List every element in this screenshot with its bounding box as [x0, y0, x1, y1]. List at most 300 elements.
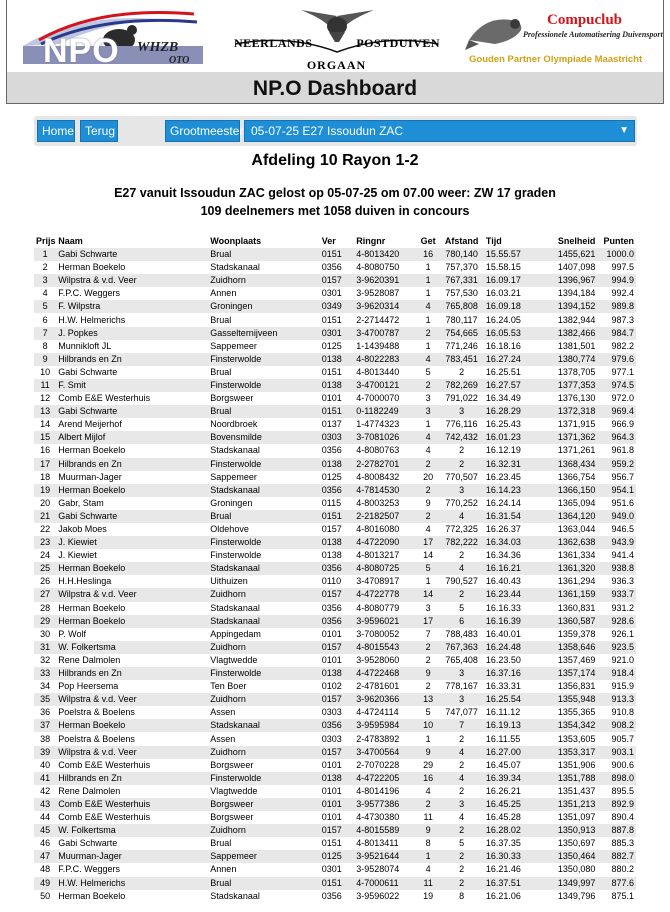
cell-punten: 933.7	[597, 588, 636, 601]
cell-get: 3	[417, 405, 439, 418]
cell-naam: H.W. Helmerichs	[56, 313, 208, 326]
cell-punten: 918.4	[597, 667, 636, 680]
cell-prijs: 33	[34, 667, 56, 680]
cell-woonplaats: Borgsweer	[208, 759, 319, 772]
cell-snelheid: 1349,997	[531, 877, 598, 890]
cell-ringnr: 3-4708917	[354, 575, 417, 588]
cell-snelheid: 1351,437	[531, 785, 598, 798]
cell-ringnr: 3-9577386	[354, 798, 417, 811]
table-row[interactable]	[34, 313, 636, 326]
cell-ringnr: 3-9528074	[354, 863, 417, 876]
table-row[interactable]	[34, 497, 636, 510]
cell-naam: Comb E&E Westerhuis	[56, 759, 208, 772]
cell-punten: 992.4	[597, 287, 636, 300]
cell-punten: 908.2	[597, 719, 636, 732]
cell-ver: 0356	[320, 890, 354, 903]
table-row[interactable]	[34, 850, 636, 863]
cell-afstand: 6	[439, 615, 484, 628]
cell-afstand: 5	[439, 602, 484, 615]
table-row[interactable]	[34, 549, 636, 562]
table-row[interactable]	[34, 471, 636, 484]
cell-ringnr: 1-4774323	[354, 418, 417, 431]
cell-afstand: 742,432	[439, 431, 484, 444]
cell-get: 2	[417, 680, 439, 693]
cell-woonplaats: Finsterwolde	[208, 536, 319, 549]
cell-ver: 0157	[320, 746, 354, 759]
cell-woonplaats: Finsterwolde	[208, 379, 319, 392]
cell-prijs: 48	[34, 863, 56, 876]
cell-prijs: 8	[34, 340, 56, 353]
table-row[interactable]	[34, 431, 636, 444]
cell-punten: 959.2	[597, 458, 636, 471]
cell-tijd: 16.37.35	[484, 837, 531, 850]
cell-get: 17	[417, 536, 439, 549]
cell-snelheid: 1351,213	[531, 798, 598, 811]
cell-get: 5	[417, 366, 439, 379]
cell-get: 5	[417, 562, 439, 575]
table-row[interactable]	[34, 772, 636, 785]
cell-naam: Herman Boekelo	[56, 890, 208, 903]
table-row[interactable]	[34, 327, 636, 340]
cell-snelheid: 1356,831	[531, 680, 598, 693]
cell-get: 16	[417, 772, 439, 785]
cell-get: 19	[417, 890, 439, 903]
cell-prijs: 27	[34, 588, 56, 601]
cell-woonplaats: Uithuizen	[208, 575, 319, 588]
cell-prijs: 18	[34, 471, 56, 484]
table-row[interactable]	[34, 877, 636, 890]
nl-left-text: NEERLANDS	[234, 36, 313, 50]
cell-get: 8	[417, 837, 439, 850]
cell-get: 1	[417, 274, 439, 287]
cell-snelheid: 1349,796	[531, 890, 598, 903]
cell-ver: 0157	[320, 274, 354, 287]
cell-punten: 898.0	[597, 772, 636, 785]
cell-snelheid: 1363,044	[531, 523, 598, 536]
cell-ver: 0138	[320, 549, 354, 562]
cell-ringnr: 3-9521644	[354, 850, 417, 863]
cell-naam: H.H.Heslinga	[56, 575, 208, 588]
cell-ver: 0356	[320, 261, 354, 274]
cell-ver: 0157	[320, 523, 354, 536]
cell-tijd: 16.28.02	[484, 824, 531, 837]
cell-prijs: 32	[34, 654, 56, 667]
table-row[interactable]	[34, 392, 636, 405]
npo-logo[interactable]	[19, 6, 204, 70]
cell-ver: 0101	[320, 628, 354, 641]
cell-ver: 0349	[320, 300, 354, 313]
cell-tijd: 16.40.01	[484, 628, 531, 641]
cell-naam: Muurman-Jager	[56, 850, 208, 863]
cell-ver: 0301	[320, 287, 354, 300]
table-row[interactable]	[34, 628, 636, 641]
cell-ringnr: 2-4783892	[354, 732, 417, 745]
whzb-logo-text: WHZB	[137, 40, 179, 55]
cell-snelheid: 1359,378	[531, 628, 598, 641]
cell-ringnr: 0-1182249	[354, 405, 417, 418]
cell-prijs: 11	[34, 379, 56, 392]
cell-snelheid: 1360,831	[531, 602, 598, 615]
cell-get: 9	[417, 746, 439, 759]
table-row[interactable]	[34, 536, 636, 549]
table-row[interactable]	[34, 379, 636, 392]
cell-woonplaats: Finsterwolde	[208, 458, 319, 471]
cell-ver: 0101	[320, 785, 354, 798]
cell-ver: 0356	[320, 562, 354, 575]
grootmeester-button[interactable]: Grootmeester	[165, 120, 240, 142]
cell-woonplaats: Borgsweer	[208, 392, 319, 405]
cell-prijs: 21	[34, 510, 56, 523]
cell-snelheid: 1361,159	[531, 588, 598, 601]
race-info-line1: E27 vanuit Issoudun ZAC gelost op 05-07-25 om 07.00 weer: ZW 17 graden	[114, 186, 556, 200]
table-row[interactable]	[34, 405, 636, 418]
cell-prijs: 29	[34, 615, 56, 628]
cell-woonplaats: Stadskanaal	[208, 719, 319, 732]
table-row[interactable]	[34, 287, 636, 300]
cell-ver: 0303	[320, 706, 354, 719]
cell-tijd: 16.12.19	[484, 444, 531, 457]
cell-ver: 0125	[320, 850, 354, 863]
back-button[interactable]: Terug	[80, 120, 118, 142]
cell-punten: 910.8	[597, 706, 636, 719]
cell-ringnr: 4-8015543	[354, 641, 417, 654]
cell-afstand: 7	[439, 719, 484, 732]
cell-woonplaats: Stadskanaal	[208, 615, 319, 628]
cell-tijd: 16.37.16	[484, 667, 531, 680]
cell-get: 1	[417, 261, 439, 274]
cell-naam: H.W. Helmerichs	[56, 877, 208, 890]
cell-get: 14	[417, 588, 439, 601]
cell-get: 13	[417, 693, 439, 706]
cell-get: 4	[417, 353, 439, 366]
cell-ringnr: 4-8080779	[354, 602, 417, 615]
cell-ver: 0303	[320, 732, 354, 745]
cell-afstand: 770,507	[439, 471, 484, 484]
cell-woonplaats: Zuidhorn	[208, 824, 319, 837]
cell-punten: 921.0	[597, 654, 636, 667]
table-row[interactable]	[34, 746, 636, 759]
cell-tijd: 16.11.55	[484, 732, 531, 745]
cell-punten: 913.3	[597, 693, 636, 706]
table-row[interactable]	[34, 641, 636, 654]
cell-ringnr: 3-9596022	[354, 890, 417, 903]
cell-tijd: 16.39.34	[484, 772, 531, 785]
table-row[interactable]	[34, 863, 636, 876]
table-row[interactable]	[34, 811, 636, 824]
cell-naam: F. Wilpstra	[56, 300, 208, 313]
cell-ringnr: 4-8015589	[354, 824, 417, 837]
cell-get: 1	[417, 850, 439, 863]
compuclub-subtitle: Professionele Automatisering Duivensport	[523, 30, 663, 39]
cell-ver: 0102	[320, 680, 354, 693]
cell-ver: 0157	[320, 641, 354, 654]
cell-afstand: 2	[439, 877, 484, 890]
cell-ver: 0157	[320, 693, 354, 706]
cell-prijs: 5	[34, 300, 56, 313]
cell-ver: 0101	[320, 811, 354, 824]
cell-punten: 984.7	[597, 327, 636, 340]
cell-ringnr: 3-4700121	[354, 379, 417, 392]
race-select-value: 05-07-25 E27 Issoudun ZAC	[251, 124, 404, 138]
cell-prijs: 49	[34, 877, 56, 890]
table-row[interactable]	[34, 274, 636, 287]
cell-get: 20	[417, 471, 439, 484]
cell-prijs: 22	[34, 523, 56, 536]
cell-snelheid: 1364,120	[531, 510, 598, 523]
cell-ver: 0303	[320, 431, 354, 444]
cell-naam: Herman Boekelo	[56, 444, 208, 457]
cell-naam: Gabi Schwarte	[56, 837, 208, 850]
cell-punten: 882.7	[597, 850, 636, 863]
cell-snelheid: 1372,318	[531, 405, 598, 418]
table-row[interactable]	[34, 667, 636, 680]
cell-get: 1	[417, 340, 439, 353]
cell-naam: Pop Heersema	[56, 680, 208, 693]
cell-punten: 946.5	[597, 523, 636, 536]
cell-prijs: 19	[34, 484, 56, 497]
cell-punten: 949.0	[597, 510, 636, 523]
cell-get: 4	[417, 444, 439, 457]
cell-naam: W. Folkertsma	[56, 641, 208, 654]
cell-naam: F.P.C. Weggers	[56, 287, 208, 300]
cell-prijs: 28	[34, 602, 56, 615]
cell-woonplaats: Annen	[208, 287, 319, 300]
table-row[interactable]	[34, 759, 636, 772]
cell-woonplaats: Assen	[208, 706, 319, 719]
cell-tijd: 16.24.14	[484, 497, 531, 510]
home-button[interactable]: Home	[37, 120, 75, 142]
cell-prijs: 16	[34, 444, 56, 457]
cell-afstand: 757,530	[439, 287, 484, 300]
cell-naam: Hilbrands en Zn	[56, 353, 208, 366]
cell-tijd: 16.40.43	[484, 575, 531, 588]
cell-afstand: 5	[439, 837, 484, 850]
table-row[interactable]	[34, 602, 636, 615]
cell-tijd: 16.27.00	[484, 746, 531, 759]
cell-woonplaats: Brual	[208, 877, 319, 890]
cell-snelheid: 1350,913	[531, 824, 598, 837]
cell-ringnr: 4-8014196	[354, 785, 417, 798]
cell-naam: Munnikloft JL	[56, 340, 208, 353]
cell-tijd: 16.34.49	[484, 392, 531, 405]
cell-punten: 974.5	[597, 379, 636, 392]
cell-prijs: 13	[34, 405, 56, 418]
cell-snelheid: 1350,697	[531, 837, 598, 850]
cell-snelheid: 1381,501	[531, 340, 598, 353]
cell-woonplaats: Oldehove	[208, 523, 319, 536]
cell-woonplaats: Brual	[208, 248, 319, 261]
cell-punten: 994.9	[597, 274, 636, 287]
cell-afstand: 3	[439, 693, 484, 706]
cell-woonplaats: Stadskanaal	[208, 562, 319, 575]
cell-punten: 923.5	[597, 641, 636, 654]
table-row[interactable]	[34, 615, 636, 628]
cell-afstand: 783,451	[439, 353, 484, 366]
table-row[interactable]	[34, 484, 636, 497]
cell-tijd: 16.34.03	[484, 536, 531, 549]
cell-afstand: 2	[439, 785, 484, 798]
cell-prijs: 35	[34, 693, 56, 706]
cell-punten: 928.6	[597, 615, 636, 628]
cell-snelheid: 1354,342	[531, 719, 598, 732]
cell-get: 3	[417, 392, 439, 405]
cell-ringnr: 4-4724114	[354, 706, 417, 719]
cell-naam: Comb E&E Westerhuis	[56, 392, 208, 405]
cell-naam: F. Smit	[56, 379, 208, 392]
table-row[interactable]	[34, 575, 636, 588]
header-tijd: Tijd	[485, 236, 502, 246]
cell-ver: 0151	[320, 877, 354, 890]
cell-naam: Wilpstra & v.d. Veer	[56, 588, 208, 601]
cell-get: 10	[417, 719, 439, 732]
cell-tijd: 16.16.21	[484, 562, 531, 575]
cell-snelheid: 1351,788	[531, 772, 598, 785]
cell-ver: 0138	[320, 667, 354, 680]
cell-naam: Gabr, Stam	[56, 497, 208, 510]
table-row[interactable]	[34, 680, 636, 693]
cell-naam: Herman Boekelo	[56, 484, 208, 497]
cell-naam: Comb E&E Westerhuis	[56, 811, 208, 824]
cell-ringnr: 4-8080725	[354, 562, 417, 575]
table-row[interactable]	[34, 366, 636, 379]
table-row[interactable]	[34, 510, 636, 523]
compuclub-logo[interactable]	[465, 8, 665, 70]
cell-ver: 0151	[320, 366, 354, 379]
cell-tijd: 16.34.36	[484, 549, 531, 562]
cell-naam: Comb E&E Westerhuis	[56, 798, 208, 811]
table-row[interactable]	[34, 562, 636, 575]
cell-woonplaats: Zuidhorn	[208, 746, 319, 759]
cell-snelheid: 1371,362	[531, 431, 598, 444]
cell-ringnr: 3-9595984	[354, 719, 417, 732]
cell-get: 2	[417, 484, 439, 497]
cell-prijs: 44	[34, 811, 56, 824]
cell-afstand: 767,363	[439, 641, 484, 654]
table-row[interactable]	[34, 523, 636, 536]
cell-get: 2	[417, 641, 439, 654]
table-row[interactable]	[34, 444, 636, 457]
afdeling-title: Afdeling 10 Rayon 1-2	[251, 152, 419, 169]
cell-ver: 0138	[320, 772, 354, 785]
cell-naam: Wilpstra & v.d. Veer	[56, 746, 208, 759]
cell-woonplaats: Groningen	[208, 497, 319, 510]
cell-naam: Poelstra & Boelens	[56, 706, 208, 719]
cell-snelheid: 1378,705	[531, 366, 598, 379]
cell-tijd: 16.05.53	[484, 327, 531, 340]
table-row[interactable]	[34, 654, 636, 667]
cell-snelheid: 1365,094	[531, 497, 598, 510]
table-row[interactable]	[34, 458, 636, 471]
cell-punten: 903.1	[597, 746, 636, 759]
cell-naam: F.P.C. Weggers	[56, 863, 208, 876]
cell-tijd: 16.27.57	[484, 379, 531, 392]
table-row[interactable]	[34, 248, 636, 261]
cell-ver: 0151	[320, 837, 354, 850]
table-row[interactable]	[34, 706, 636, 719]
cell-ringnr: 4-8080750	[354, 261, 417, 274]
cell-afstand: 2	[439, 549, 484, 562]
cell-get: 5	[417, 706, 439, 719]
cell-ringnr: 3-9596021	[354, 615, 417, 628]
cell-woonplaats: Zuidhorn	[208, 693, 319, 706]
cell-ver: 0151	[320, 313, 354, 326]
table-row[interactable]	[34, 300, 636, 313]
table-row[interactable]	[34, 719, 636, 732]
cell-get: 4	[417, 863, 439, 876]
cell-tijd: 16.18.16	[484, 340, 531, 353]
table-row[interactable]	[34, 588, 636, 601]
cell-woonplaats: Sappemeer	[208, 471, 319, 484]
table-row[interactable]	[34, 785, 636, 798]
cell-naam: P. Wolf	[56, 628, 208, 641]
cell-ringnr: 3-7081026	[354, 431, 417, 444]
cell-ver: 0101	[320, 654, 354, 667]
cell-ver: 0125	[320, 340, 354, 353]
table-row[interactable]	[34, 418, 636, 431]
table-row[interactable]	[34, 732, 636, 745]
cell-prijs: 38	[34, 732, 56, 745]
cell-punten: 979.6	[597, 353, 636, 366]
cell-naam: W. Folkertsma	[56, 824, 208, 837]
cell-tijd: 15.55.57	[484, 248, 531, 261]
header-prijs: Prijs	[36, 236, 56, 246]
cell-tijd: 16.11.12	[484, 706, 531, 719]
cell-ringnr: 4-4722090	[354, 536, 417, 549]
cell-punten: 972.0	[597, 392, 636, 405]
cell-naam: Rene Dalmolen	[56, 654, 208, 667]
cell-ringnr: 2-2714472	[354, 313, 417, 326]
cell-tijd: 16.37.51	[484, 877, 531, 890]
cell-woonplaats: Groningen	[208, 300, 319, 313]
cell-prijs: 40	[34, 759, 56, 772]
cell-afstand: 788,483	[439, 628, 484, 641]
cell-woonplaats: Annen	[208, 863, 319, 876]
cell-ringnr: 3-9528087	[354, 287, 417, 300]
cell-punten: 954.1	[597, 484, 636, 497]
cell-afstand: 765,808	[439, 300, 484, 313]
cell-get: 4	[417, 431, 439, 444]
cell-naam: J. Kiewiet	[56, 536, 208, 549]
npo-logo-text: NPO	[43, 32, 120, 70]
cell-woonplaats: Stadskanaal	[208, 890, 319, 903]
cell-tijd: 16.21.46	[484, 863, 531, 876]
table-row[interactable]	[34, 837, 636, 850]
cell-afstand: 4	[439, 510, 484, 523]
cell-punten: 977.1	[597, 366, 636, 379]
cell-tijd: 16.25.54	[484, 693, 531, 706]
table-row[interactable]	[34, 261, 636, 274]
table-row[interactable]	[34, 340, 636, 353]
table-row[interactable]	[34, 824, 636, 837]
cell-punten: 943.9	[597, 536, 636, 549]
table-row[interactable]	[34, 693, 636, 706]
cell-prijs: 12	[34, 392, 56, 405]
cell-naam: Herman Boekelo	[56, 562, 208, 575]
header-punten: Punten	[603, 236, 634, 246]
cell-prijs: 34	[34, 680, 56, 693]
table-row[interactable]	[34, 353, 636, 366]
cell-afstand: 747,077	[439, 706, 484, 719]
cell-punten: 900.6	[597, 759, 636, 772]
table-row[interactable]	[34, 798, 636, 811]
cell-punten: 956.7	[597, 471, 636, 484]
race-select[interactable]	[244, 120, 635, 142]
table-row[interactable]	[34, 890, 636, 903]
cell-ver: 0138	[320, 379, 354, 392]
postduiven-logo[interactable]	[229, 8, 444, 72]
results-body	[34, 248, 636, 903]
header-ringnr: Ringnr	[356, 236, 386, 246]
